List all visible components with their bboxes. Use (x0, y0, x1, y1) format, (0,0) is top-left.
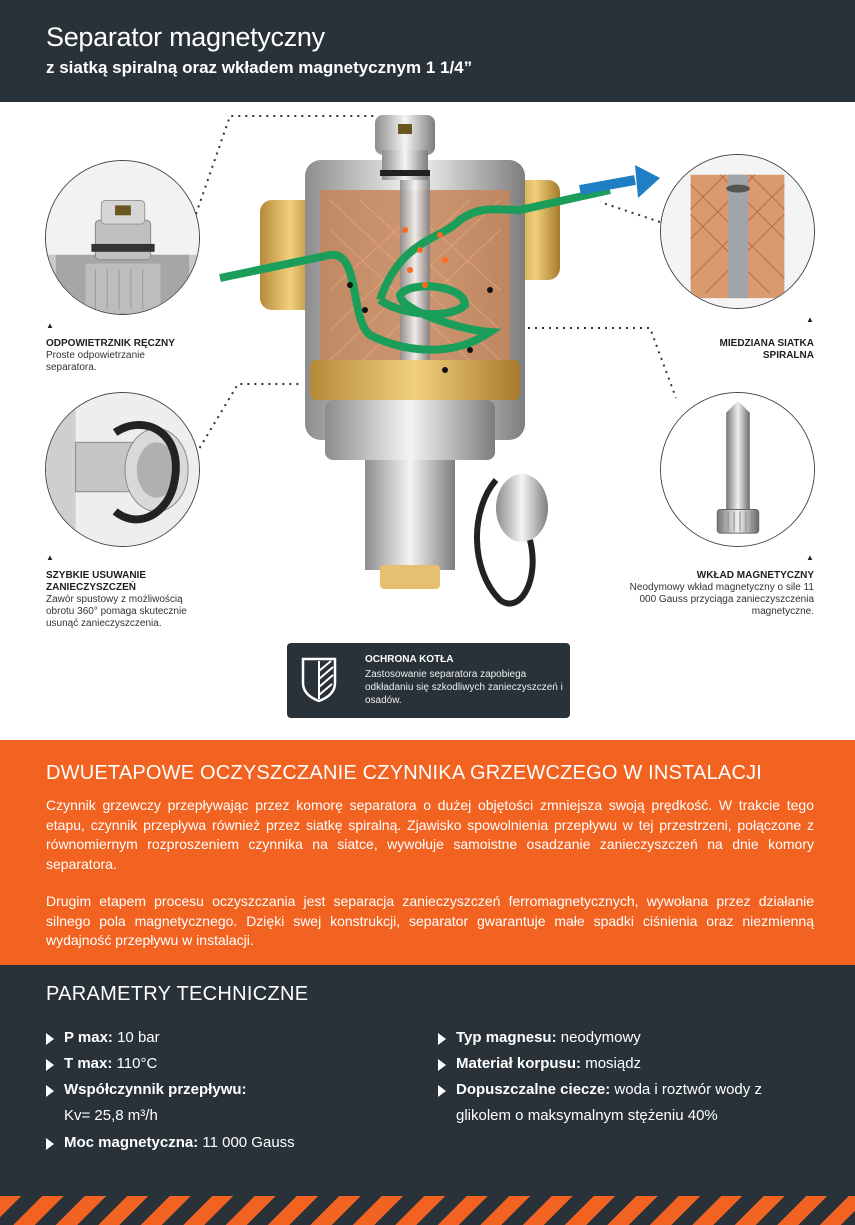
product-area (0, 102, 855, 740)
magnet-feature (624, 570, 814, 618)
param-magnetic-power (46, 1130, 406, 1156)
vent-detail-image (46, 161, 199, 314)
bullet-arrow-icon (438, 1059, 446, 1071)
param-body-material (438, 1051, 818, 1077)
magnet-marker-icon: ▲ (806, 553, 814, 562)
technical-parameters-title: PARAMETRY TECHNICZNE (46, 983, 309, 1005)
mesh-feature-title: MIEDZIANA SIATKA SPIRALNA (719, 338, 814, 361)
mesh-detail-circle (660, 154, 815, 309)
param-label: T max: (64, 1055, 113, 1072)
bullet-arrow-icon (46, 1059, 54, 1071)
shield-icon (301, 657, 337, 703)
mesh-detail-image (661, 155, 814, 308)
param-value: 11 000 Gauss (202, 1134, 295, 1151)
bullet-arrow-icon (46, 1085, 54, 1097)
cleaning-section (0, 740, 855, 965)
drain-detail-image (46, 393, 199, 546)
page-subtitle: z siatką spiralną oraz wkładem magnetycznym 1 1/4” (46, 58, 473, 77)
param-magnet-type (438, 1025, 818, 1051)
vent-feature-title: ODPOWIETRZNIK RĘCZNY (46, 338, 175, 349)
drain-feature-text: Zawór spustowy z możliwością obrotu 360° pomaga skutecznie usunąć zanieczyszczenia. (46, 594, 187, 629)
cleaning-title: DWUETAPOWE OCZYSZCZANIE CZYNNIKA GRZEWCZEGO W INSTALACJI (46, 762, 763, 784)
page-title: Separator magnetyczny (46, 22, 325, 52)
magnet-detail-image (661, 393, 814, 546)
bullet-arrow-icon (46, 1033, 54, 1045)
param-value: 10 bar (117, 1029, 160, 1046)
param-allowed-liquids (438, 1077, 818, 1129)
technical-parameters-section (0, 965, 855, 1225)
param-p-max (46, 1025, 406, 1051)
param-label: Współczynnik przepływu: (64, 1081, 247, 1098)
magnet-feature-text: Neodymowy wkład magnetyczny o sile 11 000 Gauss przyciąga zanieczyszczenia magnetyczne. (629, 582, 814, 617)
mesh-marker-icon: ▲ (806, 315, 814, 324)
drain-feature (46, 570, 191, 630)
param-label: P max: (64, 1029, 113, 1046)
param-label: Typ magnesu: (456, 1029, 557, 1046)
param-value: mosiądz (585, 1055, 642, 1072)
magnet-detail-circle (660, 392, 815, 547)
param-label: Moc magnetyczna: (64, 1134, 199, 1151)
vent-marker-icon: ▲ (46, 321, 54, 330)
magnet-feature-title: WKŁAD MAGNETYCZNY (696, 570, 814, 581)
mesh-feature (690, 338, 814, 362)
bullet-arrow-icon (438, 1085, 446, 1097)
boiler-protection-title: OCHRONA KOTŁA (365, 654, 454, 665)
drain-marker-icon: ▲ (46, 553, 54, 562)
drain-feature-title: SZYBKIE USUWANIE ZANIECZYSZCZEŃ (46, 570, 147, 593)
param-value: 110°C (116, 1055, 158, 1072)
param-value: Kv= 25,8 m³/h (64, 1107, 158, 1124)
boiler-protection-box (287, 643, 570, 718)
bullet-arrow-icon (46, 1138, 54, 1150)
drain-detail-circle (45, 392, 200, 547)
header (0, 0, 855, 102)
param-value: neodymowy (560, 1029, 641, 1046)
param-label: Materiał korpusu: (456, 1055, 582, 1072)
vent-detail-circle (45, 160, 200, 315)
boiler-protection-text: Zastosowanie separatora zapobiega odkładaniu się szkodliwych zanieczyszczeń i osadów. (365, 669, 563, 706)
param-t-max (46, 1051, 406, 1077)
param-value: woda i roztwór wody z glikolem o maksymalnym stężeniu 40% (456, 1081, 762, 1124)
bullet-arrow-icon (438, 1033, 446, 1045)
cleaning-paragraph-1: Czynnik grzewczy przepływając przez komorę separatora o dużej objętości zmniejsza swoją prędkość. W trakcie tego etapu, czynnik przepływa również przez siatkę spiralną. Zjawisko spowolnienia przepływu w tej przestrzeni, połączone z równomiernym rozproszeniem czynnika na siatce, wywołuje samoistne osadzanie zanieczyszczeń na dnie komory separatora. (46, 797, 814, 872)
cleaning-paragraph-2: Drugim etapem procesu oczyszczania jest separacja zanieczyszczeń ferromagnetycznych, wywołana przez działanie silnego pola magnetycznego. Dzięki swej konstrukcji, separator gwarantuje małe spadki ciśnienia oraz niezmienną wydajność przepływu w instalacji. (46, 893, 814, 948)
vent-feature (46, 338, 186, 374)
vent-feature-text: Proste odpowietrzanie separatora. (46, 350, 145, 373)
param-label: Dopuszczalne ciecze: (456, 1081, 611, 1098)
separator-illustration (200, 110, 660, 630)
decorative-stripes (0, 1196, 855, 1225)
param-flow-coefficient (46, 1077, 406, 1129)
